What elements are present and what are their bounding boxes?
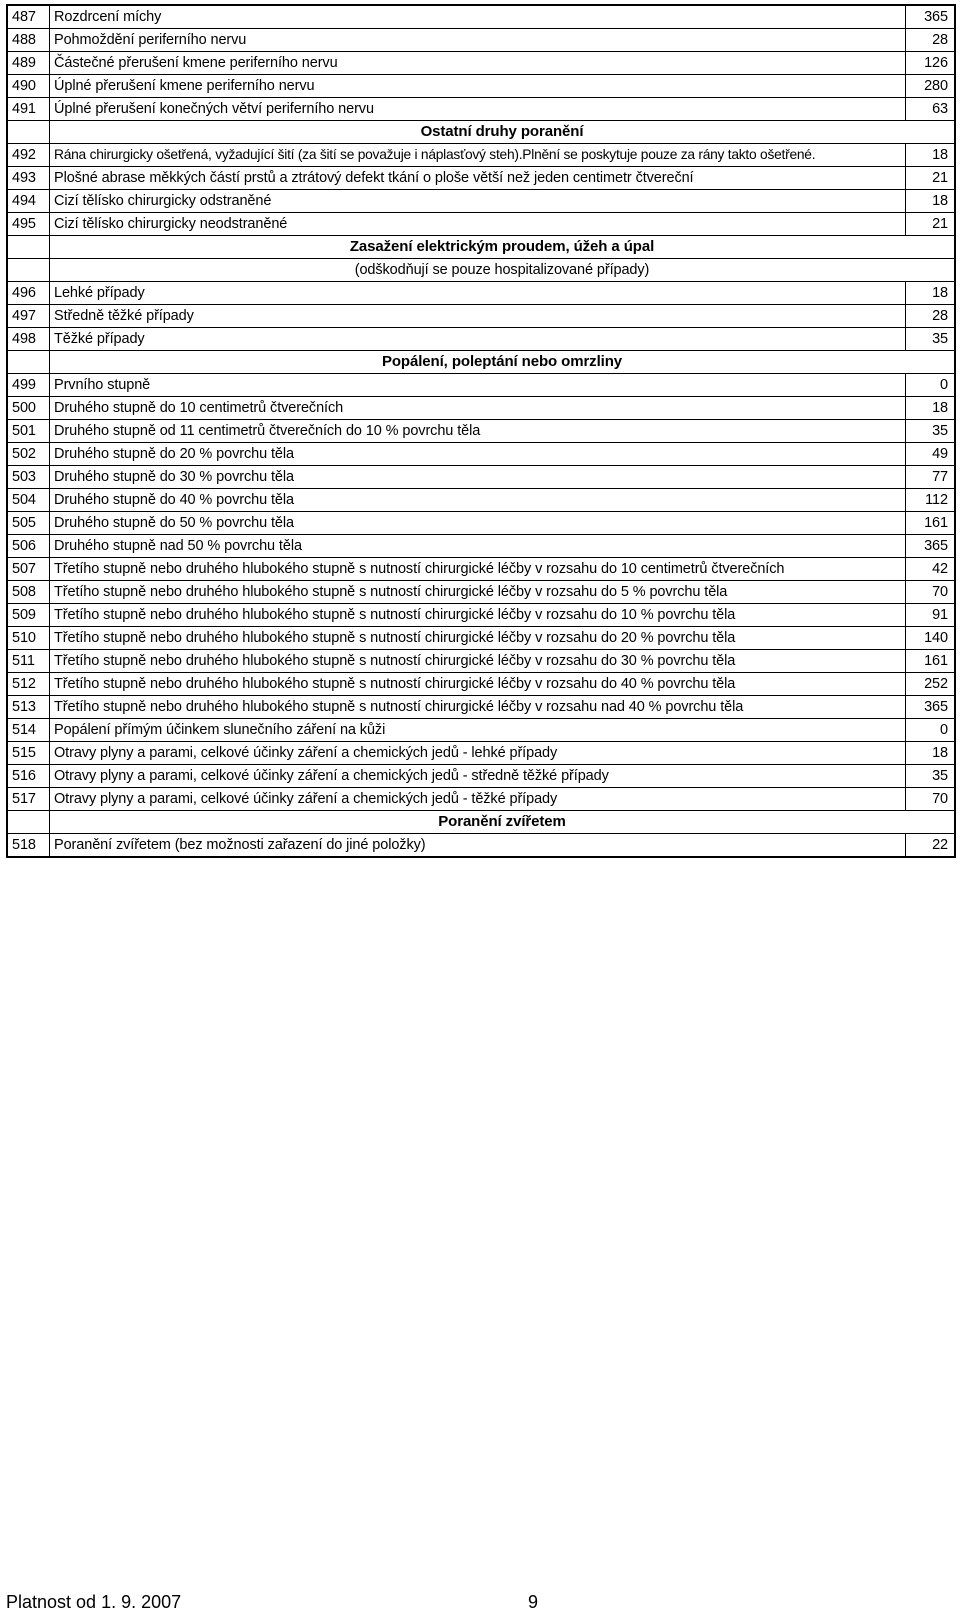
item-number: 497 [7,305,50,328]
item-number: 513 [7,696,50,719]
table-row [7,328,955,351]
item-value: 35 [906,765,956,788]
section-subtitle: (odškodňují se pouze hospitalizované případy) [50,259,956,282]
empty-cell [7,351,50,374]
item-description: Prvního stupně [50,374,906,397]
table-row [7,742,955,765]
item-number: 516 [7,765,50,788]
table-row [7,282,955,305]
empty-cell [7,811,50,834]
item-number: 490 [7,75,50,98]
item-description: Třetího stupně nebo druhého hlubokého stupně s nutností chirurgické léčby v rozsahu do 10 centimetrů čtverečních [50,558,906,581]
item-description: Třetího stupně nebo druhého hlubokého stupně s nutností chirurgické léčby v rozsahu do 40 % povrchu těla [50,673,906,696]
item-description: Těžké případy [50,328,906,351]
item-description: Druhého stupně do 10 centimetrů čtverečních [50,397,906,420]
item-number: 511 [7,650,50,673]
item-number: 507 [7,558,50,581]
item-description: Druhého stupně do 30 % povrchu těla [50,466,906,489]
item-description: Rána chirurgicky ošetřená, vyžadující šití (za šití se považuje i náplasťový steh).Plnění se poskytuje pouze za rány takto ošetřené. [50,144,906,167]
item-value: 91 [906,604,956,627]
item-description: Cizí tělísko chirurgicky neodstraněné [50,213,906,236]
table-row [7,765,955,788]
item-description: Úplné přerušení kmene periferního nervu [50,75,906,98]
section-title: Ostatní druhy poranění [50,121,956,144]
item-value: 18 [906,282,956,305]
item-number: 495 [7,213,50,236]
table-row [7,673,955,696]
section-header-row [7,351,955,374]
item-value: 112 [906,489,956,512]
item-number: 498 [7,328,50,351]
item-value: 161 [906,650,956,673]
item-description: Otravy plyny a parami, celkové účinky záření a chemických jedů - středně těžké případy [50,765,906,788]
item-number: 500 [7,397,50,420]
section-header-row [7,236,955,259]
item-value: 126 [906,52,956,75]
item-description: Třetího stupně nebo druhého hlubokého stupně s nutností chirurgické léčby v rozsahu do 5 % povrchu těla [50,581,906,604]
item-description: Druhého stupně do 20 % povrchu těla [50,443,906,466]
section-header-row [7,121,955,144]
table-row [7,788,955,811]
item-description: Popálení přímým účinkem slunečního záření na kůži [50,719,906,742]
item-value: 70 [906,581,956,604]
table-row [7,374,955,397]
item-number: 510 [7,627,50,650]
item-value: 18 [906,190,956,213]
table-row [7,144,955,167]
item-value: 70 [906,788,956,811]
item-value: 21 [906,167,956,190]
item-number: 518 [7,834,50,858]
table-row [7,305,955,328]
item-value: 42 [906,558,956,581]
item-value: 28 [906,29,956,52]
item-number: 512 [7,673,50,696]
table-row [7,834,955,858]
item-number: 506 [7,535,50,558]
item-description: Třetího stupně nebo druhého hlubokého stupně s nutností chirurgické léčby v rozsahu do 10 % povrchu těla [50,604,906,627]
item-number: 499 [7,374,50,397]
item-description: Druhého stupně do 40 % povrchu těla [50,489,906,512]
item-description: Třetího stupně nebo druhého hlubokého stupně s nutností chirurgické léčby v rozsahu do 30 % povrchu těla [50,650,906,673]
item-number: 501 [7,420,50,443]
item-description: Rozdrcení míchy [50,5,906,29]
table-row [7,512,955,535]
item-number: 494 [7,190,50,213]
item-description: Plošné abrase měkkých částí prstů a ztrátový defekt tkání o ploše větší než jeden centimetr čtvereční [50,167,906,190]
item-number: 491 [7,98,50,121]
item-number: 496 [7,282,50,305]
item-number: 487 [7,5,50,29]
item-number: 517 [7,788,50,811]
item-value: 63 [906,98,956,121]
table-row [7,167,955,190]
page-footer [6,1592,956,1616]
item-value: 35 [906,420,956,443]
section-subheader-row [7,259,955,282]
empty-cell [7,236,50,259]
table-row [7,558,955,581]
item-value: 18 [906,742,956,765]
empty-cell [7,259,50,282]
item-value: 49 [906,443,956,466]
table-row [7,213,955,236]
injury-compensation-table [6,4,956,858]
item-value: 0 [906,374,956,397]
item-description: Třetího stupně nebo druhého hlubokého stupně s nutností chirurgické léčby v rozsahu nad 40 % povrchu těla [50,696,906,719]
item-number: 493 [7,167,50,190]
item-number: 515 [7,742,50,765]
table-row [7,420,955,443]
item-description: Středně těžké případy [50,305,906,328]
item-value: 161 [906,512,956,535]
item-number: 514 [7,719,50,742]
item-number: 504 [7,489,50,512]
section-title: Popálení, poleptání nebo omrzliny [50,351,956,374]
item-value: 18 [906,397,956,420]
item-value: 77 [906,466,956,489]
item-number: 502 [7,443,50,466]
table-row [7,604,955,627]
table-row [7,489,955,512]
item-number: 509 [7,604,50,627]
section-header-row [7,811,955,834]
table-row [7,581,955,604]
item-value: 140 [906,627,956,650]
item-value: 280 [906,75,956,98]
table-row [7,719,955,742]
item-description: Otravy plyny a parami, celkové účinky záření a chemických jedů - lehké případy [50,742,906,765]
item-value: 28 [906,305,956,328]
table-row [7,696,955,719]
table-row [7,52,955,75]
page-number: 9 [528,1592,539,1612]
table-row [7,190,955,213]
item-number: 488 [7,29,50,52]
item-value: 21 [906,213,956,236]
item-description: Cizí tělísko chirurgicky odstraněné [50,190,906,213]
table-row [7,29,955,52]
item-description: Druhého stupně od 11 centimetrů čtverečních do 10 % povrchu těla [50,420,906,443]
validity-date: Platnost od 1. 9. 2007 [6,1592,182,1612]
table-row [7,75,955,98]
item-description: Pohmoždění periferního nervu [50,29,906,52]
item-value: 35 [906,328,956,351]
item-number: 489 [7,52,50,75]
table-row [7,466,955,489]
item-description: Otravy plyny a parami, celkové účinky záření a chemických jedů - těžké případy [50,788,906,811]
table-row [7,98,955,121]
item-value: 0 [906,719,956,742]
item-number: 505 [7,512,50,535]
table-row [7,535,955,558]
item-description: Úplné přerušení konečných větví periferního nervu [50,98,906,121]
item-value: 18 [906,144,956,167]
item-value: 252 [906,673,956,696]
item-number: 492 [7,144,50,167]
item-description: Poranění zvířetem (bez možnosti zařazení do jiné položky) [50,834,906,858]
section-title: Zasažení elektrickým proudem, úžeh a úpal [50,236,956,259]
item-value: 22 [906,834,956,858]
table-row [7,627,955,650]
table-row [7,397,955,420]
item-value: 365 [906,535,956,558]
item-description: Částečné přerušení kmene periferního nervu [50,52,906,75]
item-description: Druhého stupně nad 50 % povrchu těla [50,535,906,558]
item-number: 503 [7,466,50,489]
item-description: Druhého stupně do 50 % povrchu těla [50,512,906,535]
table-row [7,5,955,29]
item-number: 508 [7,581,50,604]
table-body [7,5,955,857]
table-row [7,443,955,466]
item-description: Třetího stupně nebo druhého hlubokého stupně s nutností chirurgické léčby v rozsahu do 20 % povrchu těla [50,627,906,650]
item-value: 365 [906,696,956,719]
item-value: 365 [906,5,956,29]
table-row [7,650,955,673]
section-title: Poranění zvířetem [50,811,956,834]
empty-cell [7,121,50,144]
item-description: Lehké případy [50,282,906,305]
